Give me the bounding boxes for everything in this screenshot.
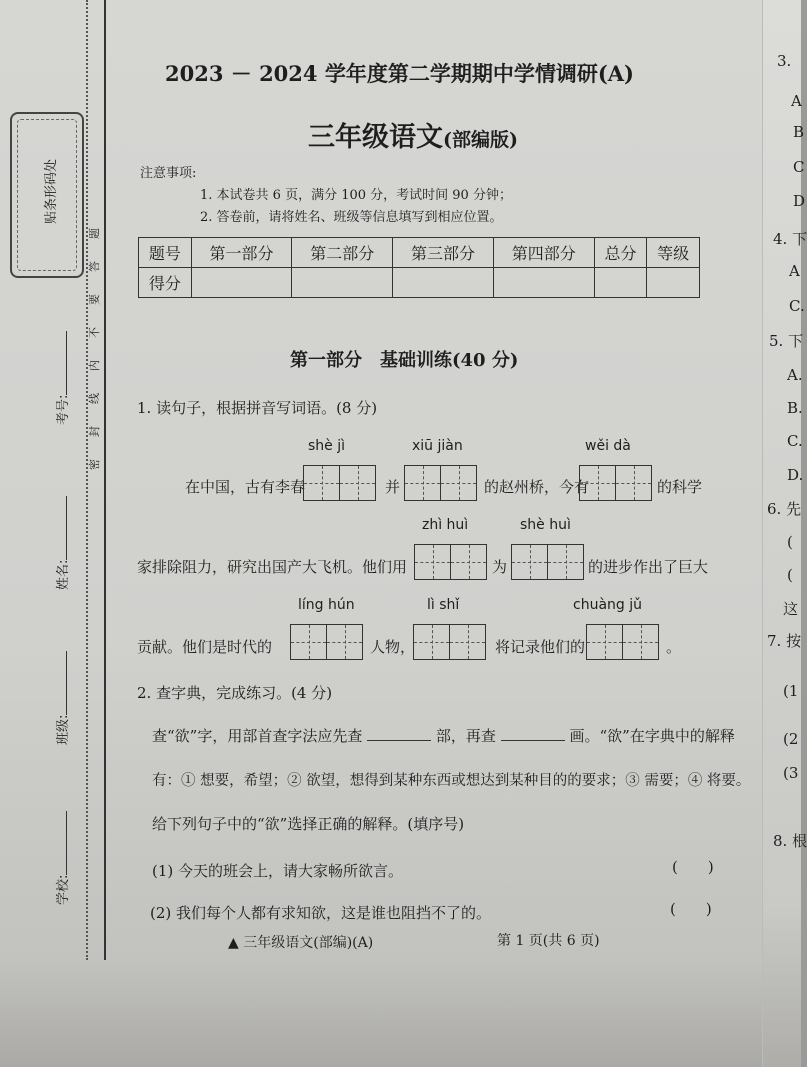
pinyin: wěi dà	[585, 438, 631, 454]
sentence-text: 的进步作出了巨大	[588, 558, 709, 576]
fragment: B.	[787, 399, 803, 417]
sentence-text: 的科学	[657, 478, 703, 496]
fragment: D.	[787, 466, 804, 484]
pinyin: líng hún	[298, 597, 355, 613]
sentence-text: 。	[666, 638, 682, 656]
fragment: 3.	[777, 52, 792, 70]
answer-box[interactable]	[303, 465, 376, 501]
fragment: B	[793, 123, 805, 141]
q2-sentence: (2) 我们每个人都有求知欲，这是谁也阻挡不了的。	[150, 904, 492, 922]
q2-sentence: (1) 今天的班会上，请大家畅所欲言。	[152, 862, 404, 880]
barcode-label: 贴条形码处	[44, 158, 59, 224]
notice-item: 1. 本试卷共 6 页，满分 100 分，考试时间 90 分钟；	[200, 188, 512, 203]
exam-title: 2023 － 2024 学年度第二学期期中学情调研(A)	[165, 61, 634, 86]
sentence-text: 贡献。他们是时代的	[137, 638, 273, 656]
answer-box[interactable]	[404, 465, 477, 501]
fragment: (3	[783, 764, 799, 782]
answer-box[interactable]	[290, 624, 363, 660]
answer-box[interactable]	[413, 624, 486, 660]
answer-box[interactable]	[511, 544, 584, 580]
class-field: 班级:	[52, 651, 71, 745]
fragment: C	[793, 158, 805, 176]
fragment: D	[793, 192, 806, 210]
question-2-title: 2. 查字典，完成练习。(4 分)	[137, 684, 333, 702]
exam-number-field: 考号:	[52, 331, 71, 425]
sentence-text: 人物，	[370, 638, 416, 656]
fragment: A.	[787, 366, 803, 384]
margin-line	[104, 0, 106, 960]
score-table: 题号 第一部分 第二部分 第三部分 第四部分 总分 等级 得分	[138, 237, 700, 298]
notice-label: 注意事项:	[140, 166, 197, 181]
name-field: 姓名:	[52, 496, 71, 590]
answer-blank[interactable]	[367, 740, 431, 741]
next-page-edge	[762, 0, 807, 1067]
answer-paren[interactable]: ( )	[670, 900, 712, 918]
fragment: (	[787, 533, 793, 551]
barcode-area	[10, 112, 84, 278]
school-field: 学校:	[52, 811, 71, 905]
sentence-text: 并	[385, 478, 401, 496]
footer-left: ▲ 三年级语文(部编)(A)	[228, 935, 374, 951]
notice-item: 2. 答卷前，请将姓名、班级等信息填写到相应位置。	[200, 210, 503, 225]
fragment: 7. 按	[767, 632, 802, 650]
sentence-text: 将记录他们的	[495, 638, 586, 656]
answer-box[interactable]	[579, 465, 652, 501]
question-1-title: 1. 读句子，根据拼音写词语。(8 分)	[137, 399, 378, 417]
fragment: 8. 根	[773, 832, 807, 850]
page-number: 第 1 页(共 6 页)	[497, 933, 600, 949]
pinyin: xiū jiàn	[412, 438, 463, 454]
seal-warning: 密封线内不要答题	[88, 206, 101, 470]
section-title: 第一部分 基础训练(40 分)	[290, 350, 519, 371]
answer-box[interactable]	[414, 544, 487, 580]
sentence-text: 家排除阻力，研究出国产大飞机。他们用	[137, 558, 408, 576]
q2-definitions: 有：① 想要，希望；② 欲望，想得到某种东西或想达到某种目的的要求；③ 需要；④ 将要。	[152, 773, 751, 789]
fragment: 这	[783, 600, 799, 618]
fragment: 6. 先	[767, 500, 802, 518]
fragment: 5. 下	[769, 332, 804, 350]
subject-title: 三年级语文(部编版)	[308, 122, 518, 153]
sentence-text: 在中国，古有李春	[185, 478, 306, 496]
pinyin: chuàng jǔ	[573, 597, 642, 613]
pinyin: shè jì	[308, 438, 346, 454]
fragment: (	[787, 566, 793, 584]
sentence-text: 的赵州桥，今有	[484, 478, 590, 496]
fragment: A	[789, 262, 800, 280]
fragment: (2	[783, 730, 799, 748]
pinyin: lì shǐ	[427, 597, 460, 613]
answer-blank[interactable]	[501, 740, 565, 741]
fragment: C.	[789, 297, 805, 315]
answer-box[interactable]	[586, 624, 659, 660]
fragment: 4. 下	[773, 230, 807, 248]
fragment: C.	[787, 432, 803, 450]
pinyin: zhì huì	[422, 517, 469, 533]
q2-line: 查“欲”字，用部首查字法应先查 部，再查 画。“欲”在字典中的解释	[152, 727, 735, 745]
publisher-logo-icon: ▲	[228, 935, 239, 951]
q2-instruction: 给下列句子中的“欲”选择正确的解释。(填序号)	[152, 815, 465, 833]
seal-dotted-line	[86, 0, 88, 960]
sentence-text: 为	[492, 558, 508, 576]
answer-paren[interactable]: ( )	[672, 858, 714, 876]
fragment: A	[791, 92, 802, 110]
fragment: (1	[783, 682, 799, 700]
pinyin: shè huì	[520, 517, 571, 533]
